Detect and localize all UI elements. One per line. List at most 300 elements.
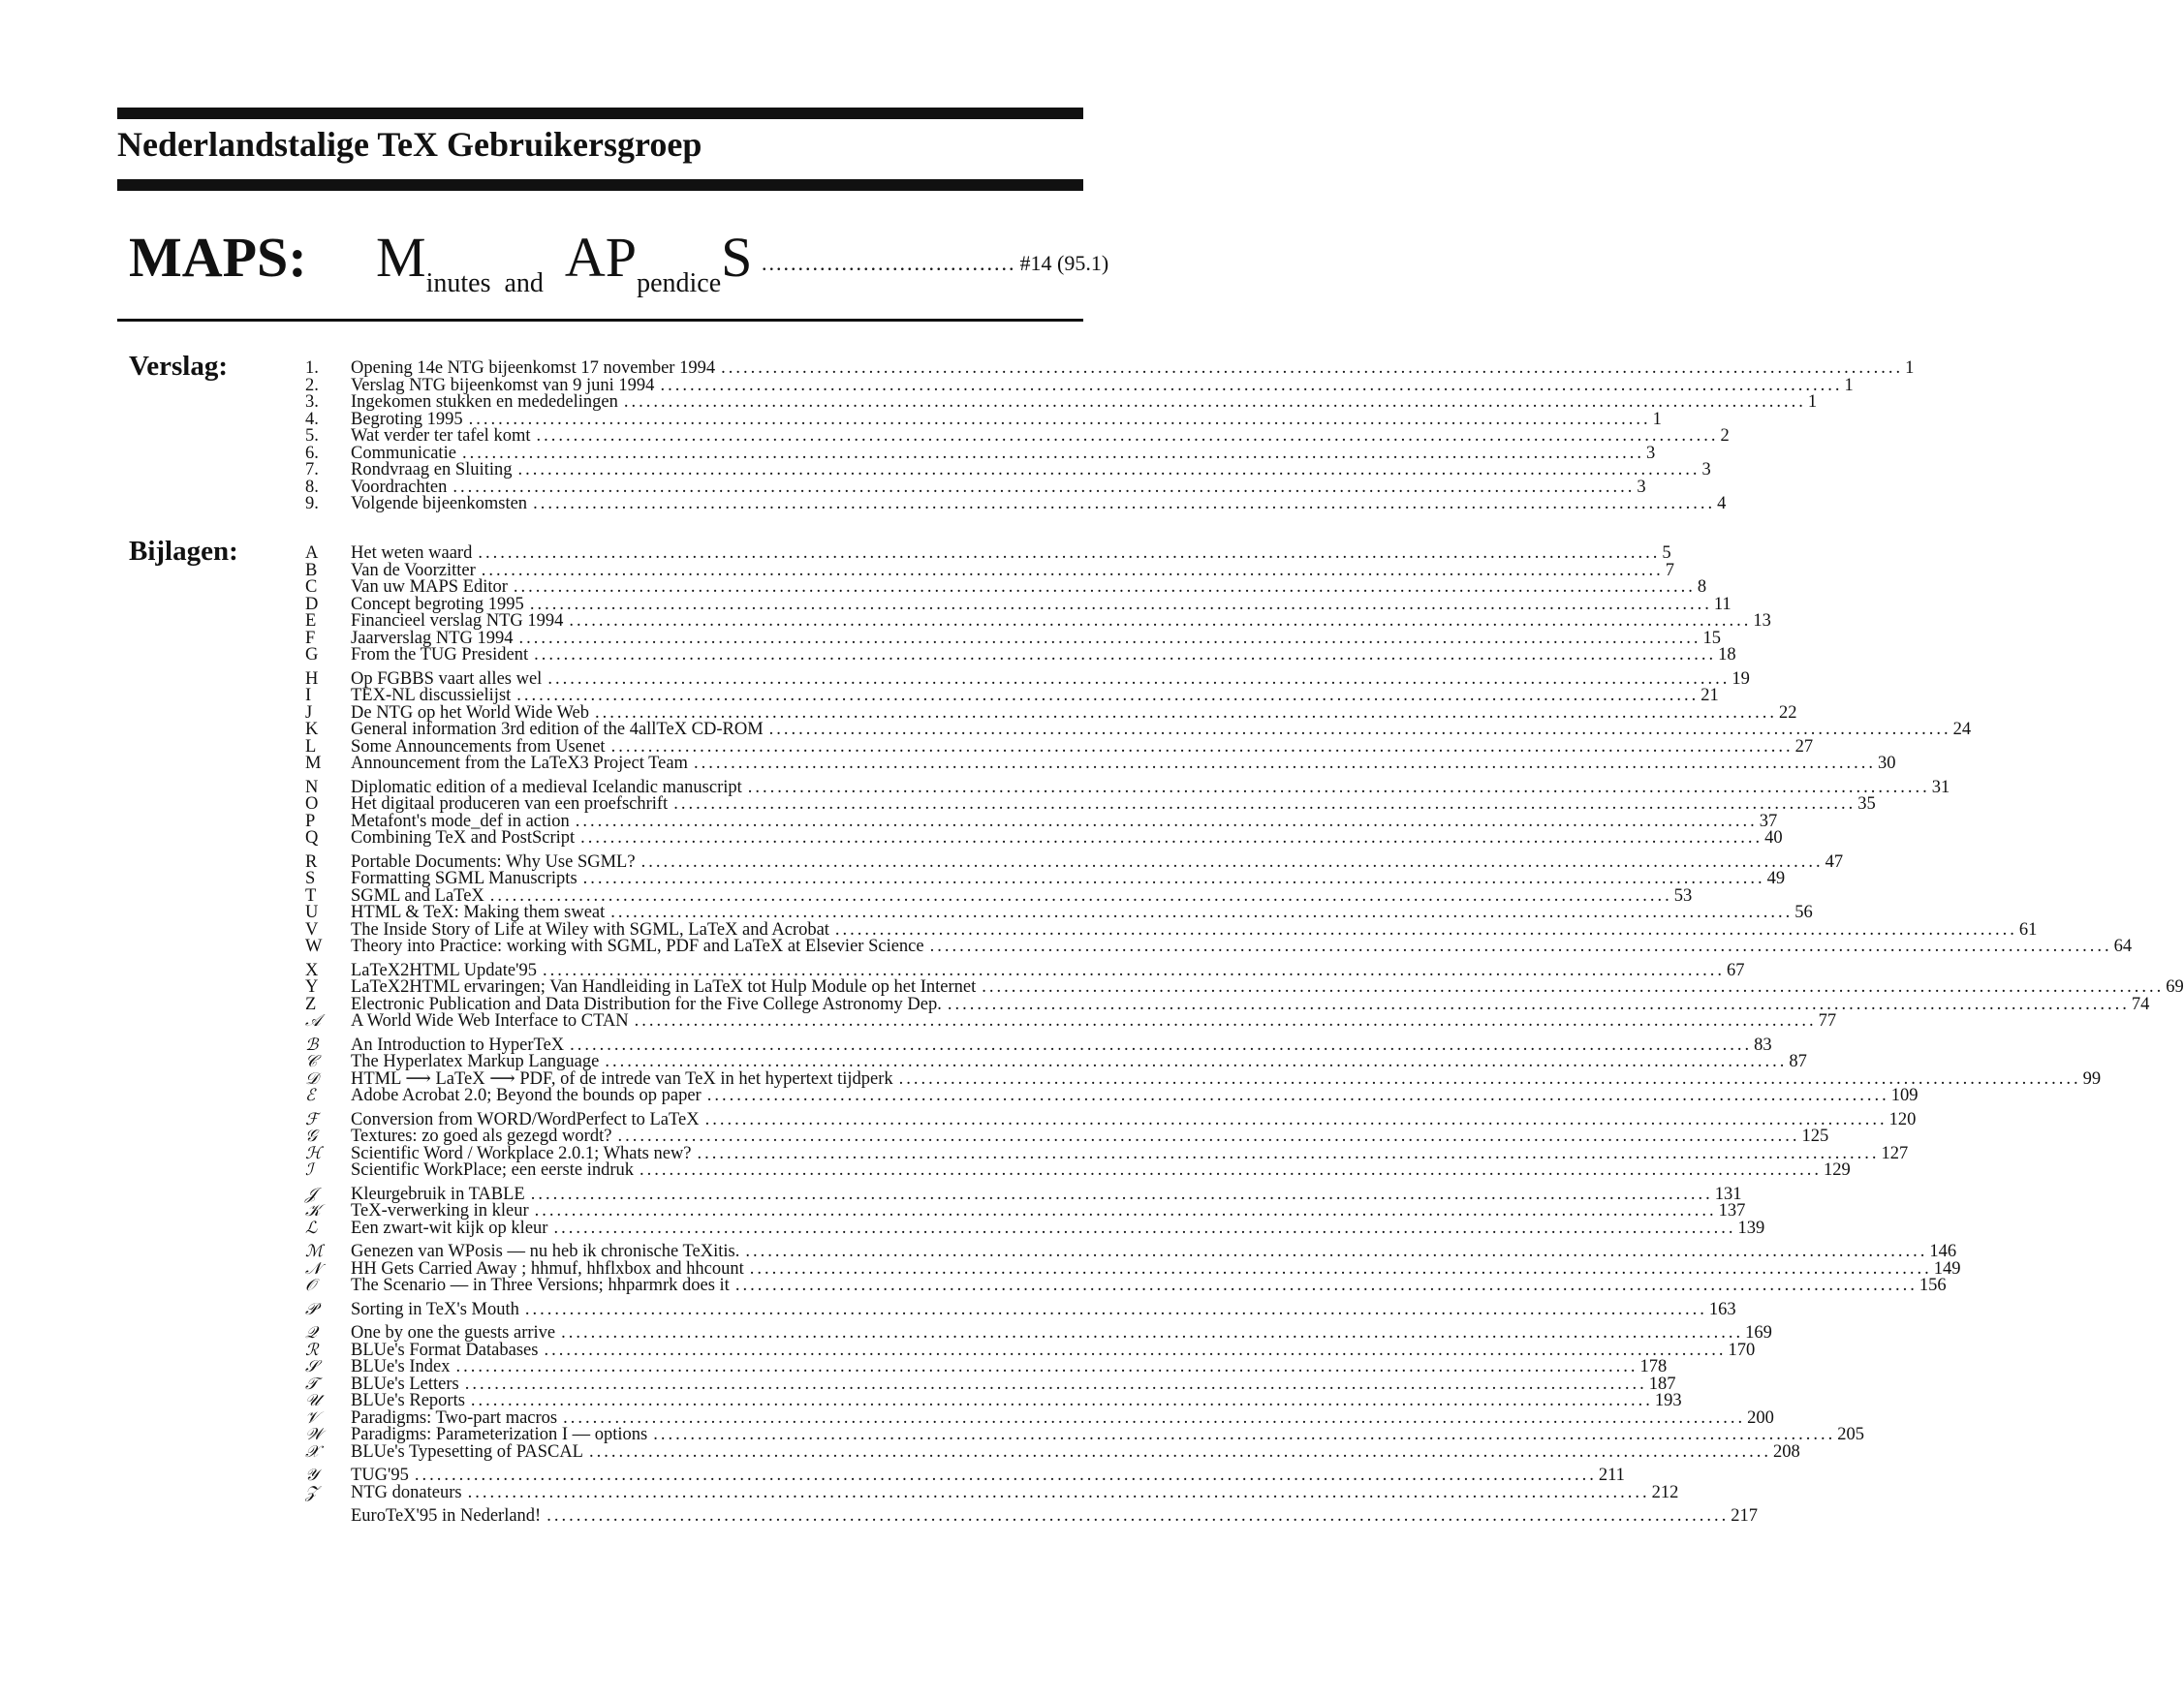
toc-entry-marker: E [305, 611, 317, 631]
toc-entry-page: 87 [1789, 1052, 1807, 1071]
toc-entry-marker: M [305, 754, 322, 773]
toc-entry-marker: 𝒫 [305, 1299, 318, 1319]
leader-dots: ................................................................................................................................................................ [704, 1109, 1888, 1129]
toc-entry-title: Rondvraag en Sluiting [351, 460, 513, 479]
toc-entry-marker: 𝒞 [305, 1052, 318, 1071]
leader-dots: ................................................................................................................................................................ [745, 1242, 1928, 1261]
toc-entry-title: The Hyperlatex Markup Language [351, 1052, 600, 1071]
toc-entry-page: 156 [1919, 1276, 1947, 1295]
toc-entry-marker: 𝒢 [305, 1127, 318, 1146]
toc-entry-page: 37 [1759, 811, 1778, 831]
toc-entry-title: TEX-NL discussielijst [351, 686, 512, 705]
toc-entry-page: 40 [1764, 828, 1783, 848]
toc-entry-marker: 𝒰 [305, 1391, 321, 1410]
toc-entry [305, 1323, 1772, 1343]
toc-entry-line [351, 686, 1719, 705]
toc-entry-line [351, 358, 1915, 378]
toc-entry [305, 1242, 1957, 1261]
toc-entry-marker: 8. [305, 477, 319, 497]
leader-dots: ................................................................................................................................................................ [640, 1160, 1823, 1180]
toc-entry-page: 77 [1818, 1011, 1837, 1031]
toc-entry-page: 200 [1747, 1407, 1774, 1428]
toc-entry-page: 163 [1708, 1299, 1736, 1319]
toc-entry [305, 1011, 1837, 1031]
toc-entry-marker: F [305, 628, 316, 648]
toc-entry-marker: 5. [305, 426, 319, 446]
toc-entry-marker: 7. [305, 460, 319, 479]
leader-dots: ................................................................................................................................................................ [693, 754, 1876, 773]
leader-dots: ................................................................................................................................................................ [589, 1441, 1771, 1462]
toc-entry-title: Wat verder ter tafel komt [351, 426, 531, 446]
toc-entry [305, 1482, 1679, 1502]
leader-dots: ................................................................................................................................................................ [534, 645, 1717, 665]
leader-dots: ................................................................................................................................................................ [929, 937, 2112, 956]
verslag-label: Verslag: [129, 351, 229, 382]
toc-entry-page: 1 [1905, 358, 1915, 378]
toc-entry-marker: 𝒩 [305, 1258, 322, 1279]
toc-entry [305, 543, 1671, 563]
bijlagen-label: Bijlagen: [129, 536, 238, 567]
issue-label: #14 (95.1) [1019, 251, 1109, 275]
toc-entry-marker: 4. [305, 409, 319, 429]
toc-entry-marker: 𝒪 [305, 1276, 316, 1295]
toc-entry-title: Metafont's mode_def in action [351, 811, 570, 831]
toc-entry-title: A World Wide Web Interface to CTAN [351, 1011, 629, 1031]
leader-dots: ................................................................................................................................................................ [721, 358, 1904, 378]
toc-entry-page: 205 [1837, 1425, 1864, 1444]
toc-entry-page: 49 [1766, 869, 1786, 888]
toc-entry-line [351, 392, 1818, 412]
toc-entry-page: 22 [1778, 702, 1797, 723]
toc-entry-page: 4 [1717, 494, 1727, 513]
toc-entry [305, 611, 1771, 631]
leader-dots: ................................................................................................................................................................ [414, 1466, 1597, 1485]
top-rule [117, 108, 1083, 119]
leader-dots: ................................................................................................................................................................ [947, 994, 2130, 1014]
toc-entry-page: 47 [1825, 851, 1844, 872]
toc-entry-line [351, 1160, 1851, 1180]
toc-entry-title: Diplomatic edition of a medieval Icelandic manuscript [351, 777, 742, 797]
leader-dots: ................................................................................................................................................................ [452, 477, 1636, 497]
toc-entry [305, 720, 1972, 739]
toc-entry-page: 137 [1718, 1201, 1746, 1221]
toc-entry-title: From the TUG President [351, 645, 529, 665]
leader-dots: ................................................................................................................................................................ [582, 869, 1765, 888]
toc-entry-marker: C [305, 577, 318, 597]
verslag-list [305, 358, 1915, 513]
leader-dots: ................................................................................................................................................................ [575, 811, 1758, 831]
leader-dots: ................................................................................................................................................................ [697, 1143, 1880, 1163]
toc-entry-page: 31 [1931, 777, 1950, 797]
toc-entry-page: 61 [2018, 919, 2038, 940]
toc-entry-title: TUG'95 [351, 1466, 409, 1485]
toc-entry-marker: R [305, 851, 318, 872]
leader-dots: ................................................................................................................................................................ [634, 1011, 1817, 1031]
toc-entry-marker: 1. [305, 358, 319, 378]
maps-label: MAPS: [129, 226, 307, 289]
toc-entry-page: 5 [1662, 543, 1671, 563]
toc-entry-marker: A [305, 543, 319, 563]
toc-entry-page: 178 [1639, 1357, 1668, 1376]
toc-entry-title: TeX-verwerking in kleur [351, 1201, 529, 1221]
toc-entry-page: 64 [2113, 937, 2133, 956]
toc-entry-line [351, 1276, 1947, 1295]
toc-entry-page: 27 [1794, 736, 1814, 757]
toc-entry-marker: O [305, 794, 319, 814]
leader-dots: ................................................................................................................................................................ [563, 1407, 1746, 1428]
toc-entry [305, 1086, 1919, 1105]
leader-dots: ................................................................................................................................................................ [536, 426, 1719, 446]
toc-entry [305, 392, 1818, 412]
leader-dots: ................................................................................................................................................................ [834, 919, 2017, 940]
toc-entry-title: Verslag NTG bijeenkomst van 9 juni 1994 [351, 375, 655, 395]
toc-entry-title: Electronic Publication and Data Distribution for the Five College Astronomy Dep. [351, 994, 942, 1014]
toc-entry-line [351, 1357, 1668, 1376]
toc-entry-marker: ℳ [305, 1242, 324, 1261]
toc-entry-line [351, 1391, 1682, 1410]
toc-entry [305, 1201, 1746, 1221]
toc-entry-page: 18 [1718, 645, 1736, 665]
toc-entry-marker: Z [305, 994, 317, 1014]
toc-entry-marker: ℒ [305, 1218, 318, 1238]
toc-entry-line [351, 494, 1727, 513]
leader-dots: ................................................................................................................................................................ [547, 668, 1731, 689]
toc-entry-title: Het weten waard [351, 543, 473, 563]
toc-entry-title: De NTG op het World Wide Web [351, 702, 589, 723]
toc-entry [305, 754, 1896, 773]
toc-entry-marker: ℱ [305, 1109, 319, 1129]
toc-entry-page: 217 [1731, 1506, 1758, 1526]
toc-entry-marker: 𝒵 [305, 1482, 318, 1502]
toc-entry-title: Conversion from WORD/WordPerfect to LaTeX [351, 1109, 700, 1129]
toc-entry-page: 3 [1645, 443, 1656, 463]
toc-entry-page: 2 [1720, 426, 1730, 446]
leader-dots: ................................................................................................................................................................ [898, 1068, 2081, 1089]
leader-dots: ................................................................................................................................................................ [706, 1086, 1889, 1105]
toc-entry-page: 170 [1728, 1340, 1756, 1360]
leader-dots: ................................................................................................................................................................ [747, 777, 1930, 797]
leader-dots: ................................................................................................................................................................ [533, 494, 1716, 513]
toc-entry-title: Voordrachten [351, 477, 448, 497]
toc-entry-page: 19 [1732, 668, 1750, 689]
leader-dots: ................................................................................................................................................................ [530, 1184, 1713, 1204]
toc-entry-line [351, 611, 1771, 631]
toc-entry-title: Scientific WorkPlace; een eerste indruk [351, 1160, 635, 1180]
toc-entry-title: HTML & TeX: Making them sweat [351, 903, 606, 922]
toc-entry-title: Volgende bijeenkomsten [351, 494, 528, 513]
toc-entry-marker: ℐ [305, 1160, 313, 1180]
toc-entry-page: 3 [1701, 460, 1711, 479]
leader-dots: ................................................................................................................................................................ [470, 1391, 1653, 1410]
toc-entry-line [351, 577, 1707, 597]
toc-entry-page: 21 [1700, 686, 1719, 705]
toc-entry-page: 35 [1857, 794, 1876, 814]
toc-entry-title: Opening 14e NTG bijeenkomst 17 november 1994 [351, 358, 716, 378]
toc-entry-marker: J [305, 702, 313, 723]
leader-dots: ................................................................................................................................................................ [617, 1127, 1800, 1146]
toc-entry-marker: S [305, 869, 316, 888]
toc-entry [305, 1441, 1800, 1462]
toc-entry [305, 869, 1786, 888]
leader-dots: ................................................................................................................................................................ [640, 851, 1824, 872]
toc-entry [305, 1391, 1682, 1410]
toc-entry-marker: 𝒬 [305, 1323, 318, 1343]
toc-entry [305, 494, 1727, 513]
toc-entry-title: Concept begroting 1995 [351, 594, 524, 614]
leader-dots: ................................................................................................................................................................ [534, 1201, 1717, 1221]
leader-dots: ................................................................................................................................................................ [544, 1340, 1727, 1360]
toc-entry-page: 1 [1844, 375, 1854, 395]
toc-entry-line [351, 828, 1783, 848]
toc-entry-marker: P [305, 811, 316, 831]
toc-entry-title: Begroting 1995 [351, 409, 463, 429]
toc-entry-page: 193 [1654, 1391, 1682, 1410]
toc-entry-title: Genezen van WPosis — nu heb ik chronische TeXitis. [351, 1242, 740, 1261]
title-rule [117, 319, 1083, 322]
toc-entry-marker: 𝒳 [305, 1441, 320, 1462]
toc-entry-page: 109 [1890, 1086, 1919, 1105]
toc-entry-line [351, 1218, 1765, 1238]
toc-entry-line [351, 1466, 1625, 1485]
toc-entry-page: 1 [1807, 392, 1818, 412]
toc-entry-title: Paradigms: Two-part macros [351, 1407, 558, 1428]
leader-dots: ................................................................................................................................................................ [478, 543, 1661, 563]
toc-entry-page: 24 [1952, 720, 1972, 739]
toc-entry-page: 212 [1651, 1482, 1679, 1502]
toc-entry-page: 1 [1652, 409, 1662, 429]
leader-dots: ................................................................................................................................................................ [982, 977, 2165, 997]
toc-entry [305, 460, 1711, 479]
toc-entry-title: Announcement from the LaTeX3 Project Team [351, 754, 688, 773]
leader-dots: ................................................................................................................................................................ [468, 409, 1651, 429]
toc-entry-title: LaTeX2HTML Update'95 [351, 960, 537, 980]
toc-entry-title: Ingekomen stukken en mededelingen [351, 392, 618, 412]
toc-entry-title: Theory into Practice: working with SGML, PDF and LaTeX at Elsevier Science [351, 937, 924, 956]
toc-entry [305, 686, 1719, 705]
toc-entry-page: 129 [1824, 1160, 1851, 1180]
toc-entry-line [351, 645, 1736, 665]
toc-entry-page: 11 [1713, 594, 1732, 614]
toc-entry-marker: ℰ [305, 1086, 316, 1105]
toc-entry-page: 131 [1714, 1184, 1742, 1204]
toc-entry-marker: X [305, 960, 319, 980]
leader-dots: ................................................................................................................................................................ [569, 611, 1752, 631]
toc-entry-title: Combining TeX and PostScript [351, 828, 576, 848]
toc-entry-marker: U [305, 903, 319, 922]
toc-entry-page: 120 [1888, 1109, 1917, 1129]
toc-entry-title: BLUe's Reports [351, 1391, 465, 1410]
toc-entry-line [351, 1052, 1807, 1071]
toc-entry-title: Sorting in TeX's Mouth [351, 1299, 519, 1319]
toc-entry-title: The Inside Story of Life at Wiley with SGML, LaTeX and Acrobat [351, 919, 829, 940]
toc-entry-marker: D [305, 594, 319, 614]
toc-entry-title: BLUe's Typesetting of PASCAL [351, 1441, 583, 1462]
toc-entry-marker: 𝒟 [305, 1068, 319, 1089]
toc-entry-line [351, 1506, 1758, 1526]
toc-entry-title: NTG donateurs [351, 1482, 462, 1502]
leader-dots: ................................................................................................................................................................ [580, 828, 1763, 848]
bijlagen-list [305, 543, 2184, 1526]
toc-entry-line [351, 977, 2184, 997]
leader-dots: ................................................................................................................................................................ [513, 577, 1696, 597]
toc-entry-line [351, 1242, 1957, 1261]
leader-dots: ................................................................................................................................................................ [768, 720, 1951, 739]
toc-entry-line [351, 869, 1786, 888]
toc-entry-title: Financieel verslag NTG 1994 [351, 611, 564, 631]
toc-entry-page: 74 [2131, 994, 2150, 1014]
header-rule [117, 179, 1083, 191]
toc-entry-title: HH Gets Carried Away ; hhmuf, hhflxbox and hhcount [351, 1258, 744, 1279]
toc-entry-title: Portable Documents: Why Use SGML? [351, 851, 636, 872]
toc-entry-marker: ℛ [305, 1340, 319, 1360]
toc-entry-page: 13 [1753, 611, 1771, 631]
toc-entry [305, 977, 2184, 997]
toc-entry-marker: K [305, 720, 319, 739]
toc-entry-title: Paradigms: Parameterization I — options [351, 1425, 648, 1444]
toc-entry-marker: V [305, 919, 319, 940]
toc-entry-line [351, 754, 1896, 773]
leader-dots: ................................................................................................................................................................ [605, 1052, 1788, 1071]
toc-entry-line [351, 1425, 1864, 1444]
leader-dots: ................................................................................................................................................................ [673, 794, 1856, 814]
toc-entry-page: 83 [1754, 1035, 1772, 1055]
toc-entry-page: 53 [1673, 885, 1693, 906]
toc-entry-marker: L [305, 736, 317, 757]
leader-dots: ................................................................................................................................................................ [542, 960, 1725, 980]
toc-entry-line [351, 1201, 1746, 1221]
toc-entry [305, 1466, 1625, 1485]
toc-entry-line [351, 1482, 1679, 1502]
toc-entry-title: Adobe Acrobat 2.0; Beyond the bounds op paper [351, 1086, 702, 1105]
toc-entry-marker: 9. [305, 494, 319, 513]
toc-entry-title: Communicatie [351, 443, 456, 463]
toc-entry-title: Scientific Word / Workplace 2.0.1; Whats new? [351, 1143, 692, 1163]
toc-entry [305, 1357, 1668, 1376]
issue-number [762, 251, 1109, 276]
toc-entry [305, 1218, 1765, 1238]
toc-entry-page: 30 [1877, 754, 1896, 773]
toc-entry-line [351, 1127, 1829, 1146]
toc-entry-page: 99 [2082, 1068, 2102, 1089]
toc-entry [305, 358, 1915, 378]
toc-entry-marker: H [305, 668, 319, 689]
toc-entry-marker: 6. [305, 443, 319, 463]
leader-dots: ................................................................................................................................................................ [594, 702, 1777, 723]
toc-entry-title: HTML ⟶ LaTeX ⟶ PDF, of de intrede van TeX in het hypertext tijdperk [351, 1068, 893, 1089]
toc-entry-title: Jaarverslag NTG 1994 [351, 628, 514, 648]
toc-entry-marker: 𝒯 [305, 1374, 319, 1394]
toc-entry [305, 1299, 1736, 1319]
toc-entry-marker: Q [305, 828, 319, 848]
toc-entry-marker: 𝒦 [305, 1201, 321, 1221]
toc-entry-marker: Y [305, 977, 319, 997]
toc-entry-title: EuroTeX'95 in Nederland! [351, 1506, 542, 1526]
toc-entry-marker: T [305, 885, 317, 906]
toc-entry-page: 125 [1801, 1127, 1829, 1146]
toc-entry-line [351, 426, 1730, 446]
toc-entry-page: 69 [2166, 977, 2184, 997]
subtitle: $M_{inutes}$ $_{and}$ $AP_{pendice}S$ [376, 226, 753, 298]
toc-entry-page: 169 [1745, 1323, 1772, 1343]
leader-dots: ................................................................................................................................................................ [518, 628, 1701, 648]
leader-dots: ................................................................................................................................................................ [517, 460, 1700, 479]
toc-entry-line [351, 460, 1711, 479]
toc-entry-page: 56 [1794, 903, 1813, 922]
toc-entry [305, 937, 2133, 956]
toc-entry-marker: 2. [305, 375, 319, 395]
toc-entry-title: Some Announcements from Usenet [351, 736, 606, 757]
leader-dots: ................................................................................................................................................................ [461, 443, 1644, 463]
toc-entry-page: 149 [1933, 1258, 1961, 1279]
toc-entry [305, 426, 1730, 446]
leader-dots: ................................................................................................................................................................ [529, 594, 1712, 614]
toc-entry [305, 1127, 1829, 1146]
toc-entry-title: One by one the guests arrive [351, 1323, 556, 1343]
toc-entry-marker: I [305, 686, 312, 705]
toc-entry-marker: 𝒥 [305, 1184, 317, 1204]
leader-dots: ................................................................................................................................................................ [610, 903, 1794, 922]
toc-entry-marker: 𝒜 [305, 1011, 322, 1031]
toc-entry-title: Formatting SGML Manuscripts [351, 869, 577, 888]
toc-entry-title: General information 3rd edition of the 4allTeX CD-ROM [351, 720, 764, 739]
toc-entry [305, 1160, 1851, 1180]
toc-entry-title: Een zwart-wit kijk op kleur [351, 1218, 548, 1238]
leader-dots: ................................................................................................................................................................ [467, 1482, 1650, 1502]
toc-entry-title: Op FGBBS vaart alles wel [351, 668, 543, 689]
toc-entry-title: SGML and LaTeX [351, 885, 484, 906]
toc-entry-page: 208 [1773, 1441, 1800, 1462]
toc-entry [305, 645, 1736, 665]
toc-entry-title: An Introduction to HyperTeX [351, 1035, 565, 1055]
toc-entry-marker: 3. [305, 392, 319, 412]
toc-entry-title: LaTeX2HTML ervaringen; Van Handleiding in LaTeX tot Hulp Module op het Internet [351, 977, 977, 997]
toc-entry-line [351, 1086, 1919, 1105]
toc-entry [305, 1425, 1864, 1444]
leader-dots: ................................................................................................................................................................ [749, 1258, 1932, 1279]
toc-entry [305, 1276, 1947, 1295]
toc-entry [305, 577, 1707, 597]
toc-entry [305, 828, 1783, 848]
leader-dots: ................................................................................................................................................................ [455, 1357, 1638, 1376]
leader-dots: ................................................................................................................................................................ [553, 1218, 1736, 1238]
toc-entry-page: 67 [1726, 960, 1745, 980]
toc-entry-line [351, 1299, 1736, 1319]
issue-leader-dots: ................................... [762, 251, 1016, 275]
leader-dots: ................................................................................................................................................................ [524, 1299, 1707, 1319]
toc-entry-line [351, 720, 1972, 739]
leader-dots: ................................................................................................................................................................ [623, 392, 1806, 412]
toc-entry [305, 903, 1813, 922]
toc-entry-page: 8 [1697, 577, 1707, 597]
toc-entry-line [351, 794, 1876, 814]
toc-entry-title: Van uw MAPS Editor [351, 577, 508, 597]
toc-entry-marker: ℋ [305, 1143, 322, 1163]
toc-entry-page: 127 [1881, 1143, 1909, 1163]
leader-dots: ................................................................................................................................................................ [464, 1374, 1647, 1394]
toc-entry-marker: 𝒱 [305, 1407, 320, 1428]
toc-entry-marker: 𝒲 [305, 1425, 323, 1444]
toc-entry-marker: N [305, 777, 319, 797]
toc-entry-page: 187 [1648, 1374, 1676, 1394]
toc-entry-title: Van de Voorzitter [351, 560, 476, 580]
toc-entry [305, 794, 1876, 814]
toc-entry-page: 7 [1665, 560, 1675, 580]
toc-entry-line [351, 903, 1813, 922]
toc-entry-page: 139 [1737, 1218, 1765, 1238]
toc-entry-title: BLUe's Format Databases [351, 1340, 539, 1360]
toc-entry-page: 211 [1598, 1466, 1625, 1485]
toc-entry-page: 3 [1637, 477, 1646, 497]
